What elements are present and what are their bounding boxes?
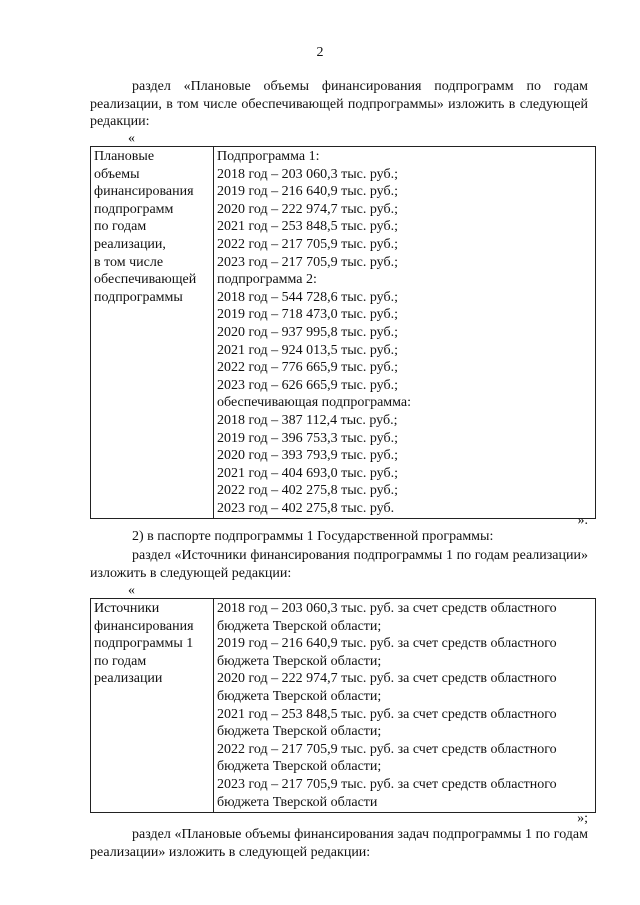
table1-values-cell — [214, 147, 596, 519]
table1-value-line: 2018 год – 203 060,3 тыс. руб.; — [217, 166, 398, 182]
table1-label-cell — [91, 147, 214, 519]
table2-label-line: подпрограммы 1 — [94, 636, 194, 652]
table2-value-line: бюджета Тверской области; — [217, 688, 382, 704]
table2-value-line: 2023 год – 217 705,9 тыс. руб. за счет средств областного — [217, 776, 557, 792]
table1-label-line: объемы — [94, 166, 140, 182]
table1-value-line: 2020 год – 937 995,8 тыс. руб.; — [217, 324, 398, 340]
table-row — [91, 599, 596, 813]
table2-value-line: бюджета Тверской области; — [217, 653, 382, 669]
table1-value-line: 2020 год – 393 793,9 тыс. руб.; — [217, 448, 398, 464]
table2-value-line: бюджета Тверской области; — [217, 724, 382, 740]
table2-quote-open: « — [128, 583, 135, 598]
table2-value-line: бюджета Тверской области; — [217, 759, 382, 775]
paragraph-sources-section: раздел «Источники финансирования подпрограммы 1 по годам реализации» изложить в следующей редакции: — [90, 548, 588, 581]
table1-value-line: 2019 год – 718 473,0 тыс. руб.; — [217, 307, 398, 323]
table1-value-line: 2023 год – 217 705,9 тыс. руб.; — [217, 254, 398, 270]
table1-label-line: обеспечивающей — [94, 272, 197, 288]
paragraph-passport-subprogram-1: 2) в паспорте подпрограммы 1 Государственной программы: — [132, 529, 494, 544]
table1-value-line: подпрограмма 2: — [217, 272, 317, 288]
table1-value-line: 2018 год – 387 112,4 тыс. руб.; — [217, 412, 398, 428]
table2-value-line: 2021 год – 253 848,5 тыс. руб. за счет средств областного — [217, 706, 557, 722]
table1-value-line: 2022 год – 402 275,8 тыс. руб.; — [217, 483, 398, 499]
table1-value-line: 2023 год – 402 275,8 тыс. руб. — [217, 500, 395, 516]
table1-label-line: финансирования — [94, 184, 194, 200]
table1-value-line: 2020 год – 222 974,7 тыс. руб.; — [217, 201, 398, 217]
table1-quote-open: « — [128, 131, 135, 146]
table2-value-line: бюджета Тверской области; — [217, 618, 382, 634]
table2-label-cell — [91, 599, 214, 813]
table2-value-line: 2018 год – 203 060,3 тыс. руб. за счет средств областного — [217, 601, 557, 616]
paragraph-tasks-section: раздел «Плановые объемы финансирования задач подпрограммы 1 по годам реализации» изложить в следующей редакции: — [90, 827, 588, 860]
table1-label-line: подпрограммы — [94, 289, 183, 305]
table1-value-line: Подпрограмма 1: — [217, 149, 320, 164]
table1-label-line: подпрограмм — [94, 201, 174, 217]
table1-value-line: 2021 год – 404 693,0 тыс. руб.; — [217, 465, 398, 481]
table1-value-line: 2021 год – 924 013,5 тыс. руб.; — [217, 342, 398, 358]
table1-label-line: в том числе — [94, 254, 164, 270]
table2-label-line: по годам — [94, 653, 147, 669]
table1-label-line: реализации, — [94, 236, 166, 252]
table2-label-line: Источники — [94, 601, 160, 616]
financing-sources-table — [90, 598, 596, 813]
page-number: 2 — [316, 45, 324, 60]
table2-quote-close: »; — [577, 811, 588, 826]
table2-value-line: 2020 год – 222 974,7 тыс. руб. за счет средств областного — [217, 671, 557, 687]
table-row — [91, 147, 596, 519]
table1-value-line: 2018 год – 544 728,6 тыс. руб.; — [217, 289, 398, 305]
table1-value-line: 2023 год – 626 665,9 тыс. руб.; — [217, 377, 398, 393]
table2-value-line: 2022 год – 217 705,9 тыс. руб. за счет средств областного — [217, 741, 557, 757]
table1-label-line: по годам — [94, 219, 147, 235]
table2-value-line: 2019 год – 216 640,9 тыс. руб. за счет средств областного — [217, 636, 557, 652]
table2-label-line: реализации — [94, 671, 163, 687]
table1-value-line: 2021 год – 253 848,5 тыс. руб.; — [217, 219, 398, 235]
table1-value-line: обеспечивающая подпрограмма: — [217, 395, 412, 411]
table1-value-line: 2022 год – 776 665,9 тыс. руб.; — [217, 360, 398, 376]
intro-paragraph: раздел «Плановые объемы финансирования подпрограмм по годам реализации, в том числе обеспечивающей подпрограммы» изложить в следующей редакции: — [90, 79, 588, 129]
table1-value-line: 2022 год – 217 705,9 тыс. руб.; — [217, 236, 398, 252]
financing-volumes-table — [90, 146, 596, 519]
table2-value-line: бюджета Тверской области — [217, 794, 378, 810]
table2-label-line: финансирования — [94, 618, 194, 634]
table1-label-line: Плановые — [94, 149, 155, 164]
table1-value-line: 2019 год – 396 753,3 тыс. руб.; — [217, 430, 398, 446]
table2-values-cell — [214, 599, 596, 813]
table1-value-line: 2019 год – 216 640,9 тыс. руб.; — [217, 184, 398, 200]
table1-quote-close: ». — [577, 513, 588, 528]
